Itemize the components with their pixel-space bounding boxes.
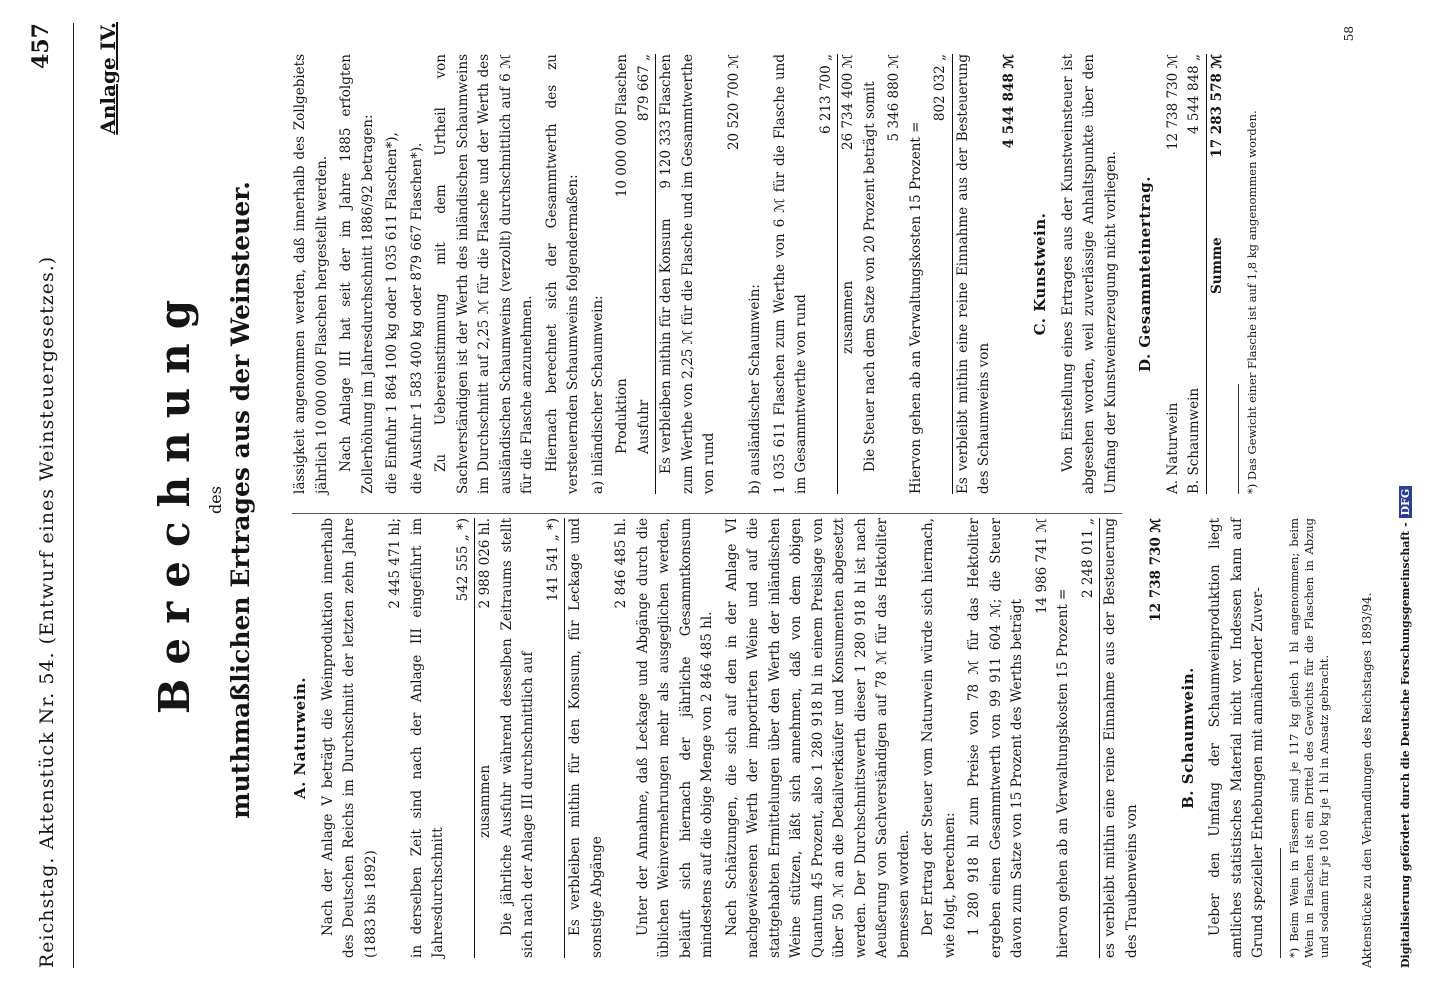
value: 14 986 741 ℳ: [1033, 518, 1050, 615]
page-number: 457: [28, 23, 54, 69]
value-row: [999, 54, 1021, 494]
value-row: [453, 518, 476, 958]
total-row: [1184, 54, 1207, 494]
right-p2: Nach Anlage III hat seit der im Jahre 1885 erfolgten Zollerhöhung im Jahresdurchschnitt 1886/92 betragen:: [338, 54, 376, 494]
value-row: [611, 518, 633, 958]
value: 2 445 471 hl;: [387, 518, 403, 609]
row-label: Es verbleiben mithin für den Konsum: [658, 218, 674, 474]
section-a-heading: A. Naturwein.: [291, 676, 309, 800]
section-b-p1: Ueber den Umfang der Schaumweinproduktion liegt amtliches statistisches Material nicht vor. Indessen kann auf Grund spezieller Erhebungen mit annähernder Zuver-: [1207, 518, 1266, 958]
footnote-rule: [1280, 848, 1281, 958]
werth-label: zum Werthe von 2,25 ℳ für die Flasche und im Gesammtwerthe von rund: [679, 54, 717, 494]
section-d-heading: D. Gesammteinertrag.: [1136, 176, 1154, 372]
schaumwein-a-label: a) inländischer Schaumwein:: [589, 295, 606, 494]
schaumwein-b-text: 1 035 611 Flaschen zum Werthe von 6 ℳ für die Flasche und im Gesammtwerthe von rund: [771, 54, 809, 494]
value: 802 032 „: [932, 54, 948, 122]
footnote: *) Das Gewicht einer Flasche ist auf 1,8 kg angenommen worden.: [1245, 110, 1259, 494]
value-row: [930, 54, 953, 494]
column-divider: [292, 513, 1122, 514]
value: 879 667 „: [635, 54, 652, 122]
digitization-notice: [1399, 486, 1412, 968]
bottom-source-line: Aktenstücke zu den Verhandlungen des Reichstages 1893/94.: [1360, 592, 1374, 968]
section-a-p5: Unter der Annahme, daß Leckage und Abgänge durch die üblichen Weinvermehrungen mehr als ausgeglichen werden, beläuft sich hiernach der jährliche Gesammtkonsum mindestens auf die obige Menge von 2 846 485 hl.: [634, 518, 715, 958]
section-a-p1: Nach der Anlage V beträgt die Weinproduktion innerhalb des Deutschen Reichs im Durchschnitt der letzten zehn Jahre (1883 bis 1892): [319, 518, 379, 958]
header-title: Reichstag. Aktenstück Nr. 54. (Entwurf eines Weinsteuergesetzes.): [36, 255, 58, 968]
value: 10 000 000 Flaschen: [614, 54, 630, 198]
right-p4: die Ausfuhr 1 583 400 kg oder 879 667 Flaschen*).: [408, 142, 425, 494]
section-a-p9: hiervon gehen ab an Verwaltungskosten 15 Prozent =: [1055, 588, 1071, 958]
steuer-label: Die Steuer nach dem Satze von 20 Prozent beträgt somit: [861, 81, 878, 472]
sum-row: [475, 518, 497, 958]
sum-row: [838, 54, 860, 494]
value-row: [656, 54, 678, 494]
right-p5: Zu Uebereinstimmung mit dem Urtheil von Sachverständigen ist der Werth des inländischen Schaumweins im Durchschnitt auf 2,25 ℳ für die Flasche und der Werth des ausländischen Schaumweins (verzollt) durchschnittlich auf 6 ℳ für die Flasche anzunehmen.: [433, 54, 535, 494]
sum-label: zusammen: [840, 280, 856, 354]
total-row: [1163, 54, 1185, 494]
value: 12 738 730 ℳ: [1148, 518, 1164, 622]
right-p3: die Einfuhr 1 864 100 kg oder 1 035 611 Flaschen*),: [384, 132, 400, 494]
title-connector: des: [206, 486, 225, 514]
digitization-text: Digitalisierung gefördert durch die Deutsche Forschungsgemeinschaft -: [1399, 522, 1412, 968]
value-row: [634, 54, 657, 494]
subtitle: muthmaßlichen Ertrages aus der Weinsteuer.: [226, 181, 255, 819]
section-c-p1: Von Einstellung eines Ertrages aus der Kunstweinsteuer ist abgesehen worden, weil zuverlässige Anhaltspunkte über den Umfang der Kunstweinerzeugung nicht vorliegen.: [1059, 54, 1119, 494]
sum-value: 2 988 026 hl.: [477, 518, 493, 609]
value: 542 555 „ *): [454, 518, 471, 602]
main-title: Berechnung: [150, 285, 199, 715]
right-column: [290, 54, 1263, 494]
value-row: [612, 54, 634, 494]
page-header: [28, 23, 70, 968]
value-row: [884, 54, 906, 494]
sum-label: Summe: [1208, 237, 1225, 294]
value: 12 738 730 ℳ: [1164, 54, 1181, 151]
section-a-p6: Nach Schätzungen, die sich auf den in der Anlage VI nachgewiesenen Werth der importirten Weine und auf die stattgehabten Ermittelungen über den Werth der inländischen Weine stützen, läßt sich annehmen, daß von dem obigen Quantum 45 Prozent, also 1 280 918 hl in einem Preislage von über 50 ℳ an die Detailverkäufer und Konsumenten abgesetzt werden. Der Durchschnittswerth dieser 1 280 918 hl ist nach Aeußerung von Sachverständigen auf 78 ℳ für das Hektoliter bemessen worden.: [723, 518, 912, 958]
verw-label: Hiervon gehen ab an Verwaltungskosten 15 Prozent =: [907, 121, 924, 494]
footnote: *) Beim Wein in Fässern sind je 117 kg gleich 1 hl angenommen; beim Wein in Flaschen ist ein Drittel des Gewichts für die Flaschen in Abzug und sodann für je 100 kg je 1 hl in Ansatz gebracht.: [1286, 518, 1331, 958]
value-row: [1078, 518, 1101, 958]
rein-label: Es verbleibt mithin eine reine Einnahme aus der Besteuerung des Schaumweins von: [954, 54, 992, 494]
section-a-p4: Es verbleiben mithin für den Konsum, für Leckage und sonstige Abgänge: [567, 518, 605, 958]
left-column: [290, 518, 1335, 958]
value-row: [724, 54, 746, 494]
row-label: B. Schaumwein: [1186, 387, 1202, 494]
section-c-heading: C. Kunstwein.: [1031, 212, 1049, 336]
total-sum-row: [1207, 54, 1229, 494]
sheet-number: 58: [1342, 26, 1356, 42]
right-p6: Hiernach berechnet sich der Gesammtwerth des zu versteuernden Schaumweins folgendermaßen:: [543, 54, 581, 494]
sum-value: 17 283 578 ℳ: [1208, 54, 1225, 158]
schaumwein-b-label: b) ausländischer Schaumwein:: [747, 284, 763, 494]
value: 20 520 700 ℳ: [725, 54, 742, 151]
annex-label: Anlage IV.: [96, 22, 120, 135]
value-row: [816, 54, 839, 494]
header-rule: [73, 23, 74, 968]
section-a-p8: 1 280 918 hl zum Preise von 78 ℳ für das Hektoliter ergeben einen Gesammtwerth von 99 911 604 ℳ; die Steuer davon zum Satze von 15 Prozent des Werths beträgt: [966, 518, 1025, 958]
footnote-rule: [1238, 384, 1239, 494]
row-label: A. Naturwein: [1164, 402, 1181, 494]
value: 6 213 700 „: [817, 54, 834, 134]
value-row: [1032, 518, 1054, 958]
section-a-p2: in derselben Zeit sind nach der Anlage III eingeführt im Jahresdurchschnitt: [408, 518, 446, 958]
sum-value: 26 734 400 ℳ: [840, 54, 856, 151]
value: 4 544 848 ℳ: [1000, 54, 1017, 149]
value-row: [543, 518, 566, 958]
row-label: Ausfuhr: [635, 399, 652, 454]
section-a-p3: Die jährliche Ausfuhr während desselben Zeitraums stellt sich nach der Anlage III durchschnittlich auf: [498, 518, 536, 958]
section-a-p10: es verbleibt mithin eine reine Einnahme aus der Besteuerung des Traubenweins von: [1102, 518, 1140, 958]
section-b-heading: B. Schaumwein.: [1178, 667, 1197, 809]
dfg-logo: DFG: [1399, 486, 1412, 519]
value: 2 248 011 „: [1079, 518, 1096, 598]
value: 4 544 848 „: [1186, 54, 1202, 134]
row-label: Produktion: [614, 378, 630, 454]
value: 5 346 880 ℳ: [886, 54, 902, 142]
value: 141 541 „ *): [544, 518, 561, 602]
value-row: [1146, 518, 1168, 958]
value: 9 120 333 Flaschen: [658, 54, 674, 189]
sum-label: zusammen: [477, 764, 493, 838]
value: 2 846 485 hl.: [613, 518, 629, 609]
value-row: [385, 518, 407, 958]
section-a-p7: Der Ertrag der Steuer vom Naturwein würde sich hiernach, wie folgt, berechnen:: [920, 518, 958, 958]
right-p1: lässigkeit angenommen werden, daß innerhalb des Zollgebiets jährlich 10 000 000 Flaschen hergestellt werden.: [292, 54, 330, 494]
